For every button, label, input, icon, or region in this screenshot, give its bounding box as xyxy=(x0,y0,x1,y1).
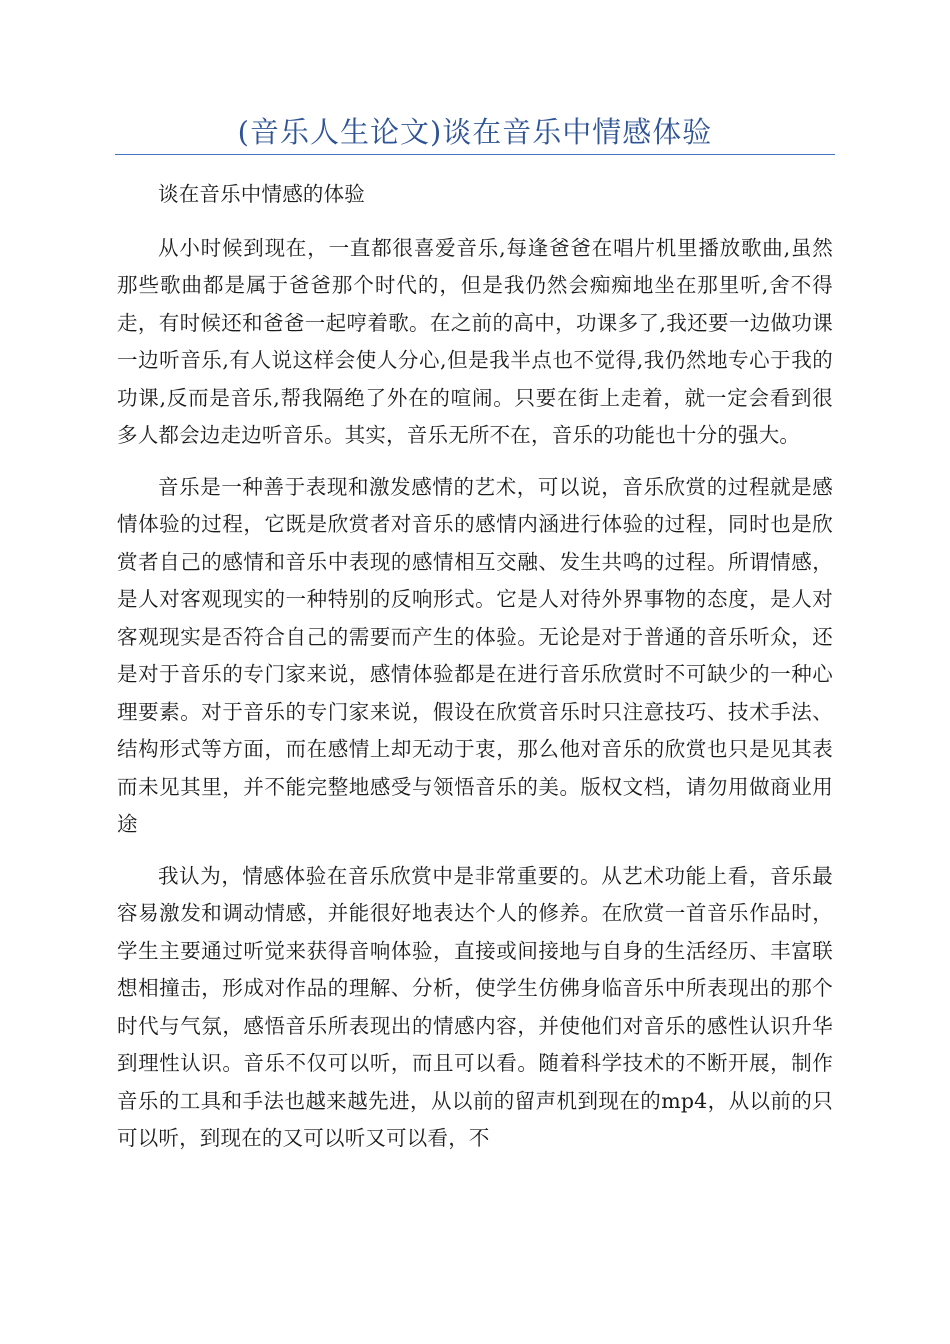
paragraph-2: 音乐是一种善于表现和激发感情的艺术，可以说，音乐欣赏的过程就是感情体验的过程，它既是欣赏者对音乐的感情内涵进行体验的过程，同时也是欣赏者自己的感情和音乐中表现的感情相互交融、发生共鸣的过程。所谓情感，是人对客观现实的一种特别的反响形式。它是人对待外界事物的态度，是人对客观现实是否符合自己的需要而产生的体验。无论是对于普通的音乐听众，还是对于音乐的专门家来说，感情体验都是在进行音乐欣赏时不可缺少的一种心理要素。对于音乐的专门家来说，假设在欣赏音乐时只注意技巧、技术手法、结构形式等方面，而在感情上却无动于衷，那么他对音乐的欣赏也只是见其表而未见其里，并不能完整地感受与领悟音乐的美。版权文档，请勿用做商业用途 xyxy=(117,474,833,836)
document-title: (音乐人生论文)谈在音乐中情感体验 xyxy=(237,115,713,149)
document-subtitle: 谈在音乐中情感的体验 xyxy=(158,182,365,206)
paragraph-1: 从小时候到现在，一直都很喜爱音乐,每逢爸爸在唱片机里播放歌曲,虽然那些歌曲都是属于爸爸那个时代的，但是我仍然会痴痴地坐在那里听,舍不得走，有时候还和爸爸一起哼着歌。在之前的高中，功课多了,我还要一边做功课一边听音乐,有人说这样会使人分心,但是我半点也不觉得,我仍然地专心于我的功课,反而是音乐,帮我隔绝了外在的喧闹。只要在街上走着，就一定会看到很多人都会边走边听音乐。其实，音乐无所不在，音乐的功能也十分的强大。 xyxy=(117,235,833,447)
paragraph-3: 我认为，情感体验在音乐欣赏中是非常重要的。从艺术功能上看，音乐最容易激发和调动情感，并能很好地表达个人的修养。在欣赏一首音乐作品时，学生主要通过听觉来获得音响体验，直接或间接地与自身的生活经历、丰富联想相撞击，形成对作品的理解、分析，使学生仿佛身临音乐中所表现出的那个时代与气氛，感悟音乐所表现出的情感内容，并使他们对音乐的感性认识升华到理性认识。音乐不仅可以听，而且可以看。随着科学技术的不断开展，制作音乐的工具和手法也越来越先进，从以前的留声机到现在的mp4，从以前的只可以听，到现在的又可以听又可以看，不 xyxy=(117,863,833,1150)
title-underline xyxy=(115,154,835,155)
document-body xyxy=(117,176,833,1158)
